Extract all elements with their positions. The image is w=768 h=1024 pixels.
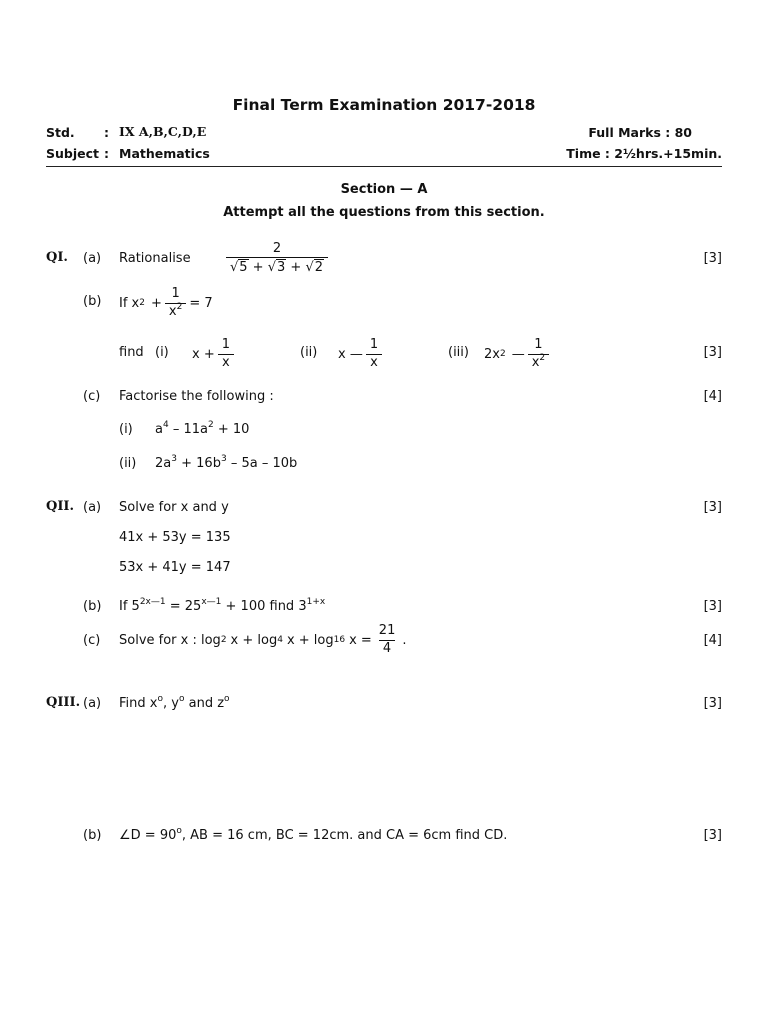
q1a-denominator	[226, 257, 328, 275]
radicand-3: 2	[314, 260, 324, 275]
q1b-ii-label: (ii)	[300, 345, 318, 360]
header-rule	[46, 166, 722, 167]
q1b-if: If x	[119, 295, 140, 311]
q1c-text: Factorise the following :	[119, 389, 274, 404]
q1b-iii-label: (iii)	[448, 345, 469, 360]
plus-sign: +	[150, 295, 162, 311]
q2b-text	[119, 599, 325, 614]
q2a-equation-1: 41x + 53y = 135	[119, 530, 231, 545]
q3b-part: (b)	[83, 828, 102, 843]
term: a	[155, 422, 163, 437]
q3b-text	[119, 828, 507, 843]
q1b-fraction	[165, 287, 186, 320]
degree: o	[176, 826, 182, 836]
q1c-i-expr	[155, 422, 249, 437]
den-var: x	[168, 303, 177, 319]
plus-sign: +	[290, 260, 302, 275]
subject-label: Subject	[46, 146, 99, 161]
std-colon: :	[104, 125, 109, 140]
q3b-marks: [3]	[703, 828, 722, 843]
text-part: Find x	[119, 696, 158, 711]
q3a-marks: [3]	[703, 696, 722, 711]
exponent: 4	[162, 420, 169, 430]
numerator: 1	[369, 336, 379, 352]
q2a-marks: [3]	[703, 500, 722, 515]
q1a-part: (a)	[83, 251, 102, 266]
exponent: 2	[207, 420, 214, 430]
denominator	[165, 303, 186, 320]
term: 2a	[155, 456, 172, 471]
exponent: 1+x	[306, 597, 326, 607]
exponent: 2	[539, 352, 546, 363]
text-part: D = 90	[130, 828, 177, 843]
period: .	[402, 632, 407, 648]
denominator: x	[218, 354, 234, 371]
q1b-i-label: (i)	[155, 345, 169, 360]
q2a-equation-2: 53x + 41y = 147	[119, 560, 231, 575]
radicand-2: 3	[277, 260, 286, 275]
q2a-part: (a)	[83, 500, 102, 515]
q3a-text	[119, 696, 230, 711]
exam-title: Final Term Examination 2017-2018	[232, 96, 536, 114]
q1b-ii-expr	[338, 336, 385, 372]
exponent: 3	[220, 454, 227, 464]
text-part: Solve for x : log	[119, 632, 221, 648]
term: – 11a	[172, 422, 208, 437]
term: + 16b	[181, 456, 221, 471]
std-label: Std.	[46, 125, 75, 140]
q1a-numerator: 2	[272, 241, 282, 256]
q3-number: QIII.	[46, 695, 81, 710]
q2a-text: Solve for x and y	[119, 500, 229, 515]
den-var: x	[531, 354, 540, 370]
q2c-part: (c)	[83, 633, 101, 648]
exponent: 2	[176, 301, 183, 312]
denominator	[528, 354, 549, 371]
text-part: x + log	[286, 632, 334, 648]
text-part: If 5	[119, 599, 140, 614]
text-part: x =	[349, 632, 372, 648]
q1b-equals: = 7	[189, 295, 213, 311]
q1a-fraction	[226, 241, 328, 275]
minus-sign: —	[511, 346, 525, 362]
sqrt-symbol: √	[305, 260, 314, 275]
degree: o	[224, 694, 230, 704]
q1b-iii-expr: 2x 2 — $\frac{1}{x^2}$	[484, 336, 552, 372]
q3a-part: (a)	[83, 696, 102, 711]
q1a-marks: [3]	[703, 251, 722, 266]
sqrt-symbol: √	[267, 260, 276, 275]
numerator: 1	[171, 285, 180, 301]
expr-prefix: x +	[192, 346, 215, 362]
q1c-ii-expr	[155, 456, 297, 471]
numerator: 1	[534, 336, 543, 352]
q1b-condition: If x 2 + $\frac{1}{x^2}$ = 7	[119, 285, 213, 319]
sqrt-symbol: √	[229, 260, 239, 275]
section-instruction: Attempt all the questions from this section.	[223, 205, 545, 220]
q1b-part: (b)	[83, 294, 102, 309]
text-part: , y	[162, 696, 179, 711]
expr-prefix: 2x	[484, 346, 500, 362]
degree: o	[178, 694, 185, 704]
fraction	[366, 338, 382, 371]
denominator: 4	[379, 640, 395, 657]
subject-value: Mathematics	[119, 146, 210, 161]
std-value: IX A,B,C,D,E	[119, 124, 207, 139]
angle-icon: ∠	[119, 828, 131, 843]
fraction	[375, 624, 400, 657]
plus-sign: +	[252, 260, 264, 275]
q2c-text: Solve for x : log 2 x + log 4 x + log 16 x = $\frac{21}{4}$ .	[119, 622, 407, 656]
q1c-marks: [4]	[703, 389, 722, 404]
q1c-part: (c)	[83, 389, 101, 404]
exponent: 3	[171, 454, 177, 464]
text-part: = 25	[169, 599, 202, 614]
term: + 10	[217, 422, 250, 437]
numerator: 21	[378, 622, 396, 638]
q2b-marks: [3]	[703, 599, 722, 614]
fraction	[528, 338, 549, 371]
expr-prefix: x —	[338, 346, 363, 362]
denominator: x	[366, 354, 382, 371]
section-title: Section — A	[340, 182, 428, 197]
fraction	[218, 338, 234, 371]
term: – 5a – 10b	[230, 456, 298, 471]
q2-number: QII.	[46, 499, 75, 514]
full-marks: Full Marks : 80	[588, 125, 692, 140]
q1b-i-expr	[192, 336, 237, 372]
q1a-text: Rationalise	[119, 251, 191, 266]
text-part: + 100 find 3	[225, 599, 307, 614]
q1c-ii-label: (ii)	[119, 456, 137, 471]
text-part: , AB = 16 cm, BC = 12cm. and CA = 6cm find CD.	[181, 828, 508, 843]
text-part: x + log	[230, 632, 278, 648]
q1b-find: find	[119, 345, 144, 360]
q1-number: QI.	[46, 250, 68, 265]
exponent: 2x—1	[139, 597, 166, 607]
numerator: 1	[221, 336, 230, 352]
subject-colon: :	[104, 146, 109, 161]
time-allowed: Time : 2½hrs.+15min.	[566, 146, 722, 161]
degree: o	[157, 694, 163, 704]
radicand-1: 5	[239, 260, 248, 275]
exponent: x—1	[201, 597, 222, 607]
q1b-marks: [3]	[703, 345, 722, 360]
q2b-part: (b)	[83, 599, 102, 614]
text-part: and z	[188, 696, 225, 711]
q1c-i-label: (i)	[119, 422, 133, 437]
q2c-marks: [4]	[703, 633, 722, 648]
